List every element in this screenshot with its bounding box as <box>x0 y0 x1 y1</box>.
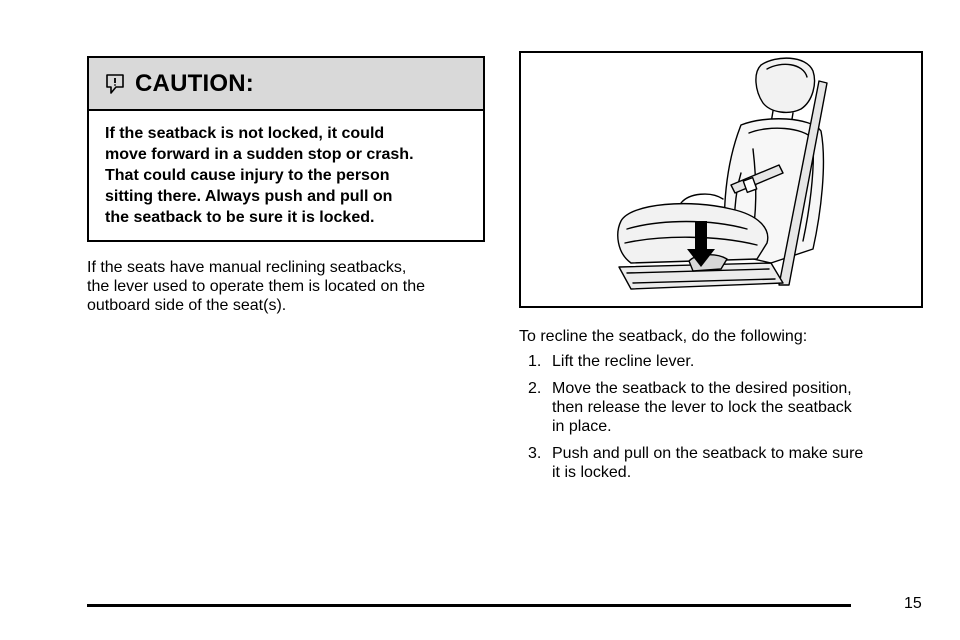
warning-icon <box>103 71 129 97</box>
caution-box <box>87 56 485 242</box>
step-text <box>552 379 852 436</box>
list-item <box>528 352 928 371</box>
caution-line: sitting there. Always push and pull on <box>105 188 393 205</box>
step-line: it is locked. <box>552 464 632 481</box>
step-line: Push and pull on the seatback to make sure <box>552 445 864 462</box>
steps-intro: To recline the seatback, do the following: <box>519 328 808 345</box>
paragraph-line: the lever used to operate them is located on the <box>87 278 425 295</box>
step-line: in place. <box>552 418 612 435</box>
step-text <box>552 444 863 482</box>
step-text <box>552 352 694 371</box>
step-line: Move the seatback to the desired position, <box>552 380 852 397</box>
step-number: 2. <box>528 380 542 397</box>
caution-line: move forward in a sudden stop or crash. <box>105 146 414 163</box>
manual-recline-paragraph <box>87 258 487 315</box>
list-item <box>528 444 928 482</box>
caution-text <box>89 111 483 228</box>
step-line: then release the lever to lock the seatback <box>552 399 852 416</box>
caution-line: That could cause injury to the person <box>105 167 390 184</box>
footer-rule <box>87 604 851 607</box>
step-number: 3. <box>528 445 542 462</box>
list-item <box>528 379 928 436</box>
page-number: 15 <box>904 595 922 612</box>
caution-line: the seatback to be sure it is locked. <box>105 209 375 226</box>
caution-header <box>89 58 483 111</box>
seat-illustration-icon <box>521 53 921 306</box>
steps-list <box>528 352 928 490</box>
seat-figure <box>519 51 923 308</box>
step-number: 1. <box>528 353 542 370</box>
paragraph-line: outboard side of the seat(s). <box>87 297 287 314</box>
step-line: Lift the recline lever. <box>552 353 695 370</box>
caution-line: If the seatback is not locked, it could <box>105 125 385 142</box>
caution-title: CAUTION: <box>135 69 254 97</box>
paragraph-line: If the seats have manual reclining seatbacks, <box>87 259 407 276</box>
